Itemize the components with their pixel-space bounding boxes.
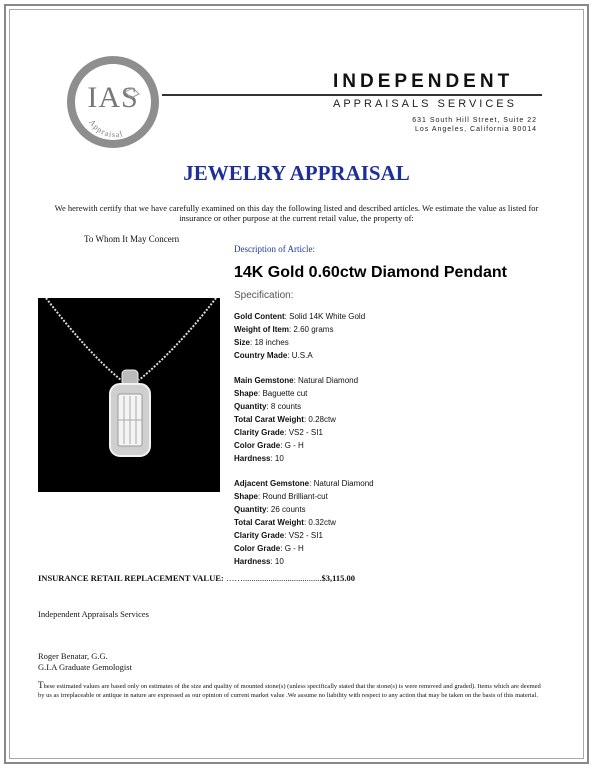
logo-letters: IAS	[87, 81, 139, 114]
spec-row: Main Gemstone: Natural Diamond	[234, 376, 359, 385]
spec-group-gold	[234, 310, 374, 362]
company-name: INDEPENDENT	[333, 71, 514, 92]
header-rule	[162, 94, 542, 96]
spec-row: Size: 18 inches	[234, 338, 289, 347]
document-title: JEWELRY APPRAISAL	[183, 161, 410, 185]
signer-name: Roger Benatar, G.G.	[38, 651, 108, 661]
spec-row: Hardness: 10	[234, 557, 284, 566]
specification-label: Specification:	[234, 290, 294, 301]
spec-group-main-gemstone	[234, 374, 374, 465]
insurance-value-dots: …….....................................	[225, 573, 322, 583]
certification-text: We herewith certify that we have carefully examined on this day the following listed and described articles. We estimate the value as listed for insurance or other purpose at the current retail value, the property of:	[54, 203, 539, 223]
logo-diamond-icon	[125, 88, 139, 98]
spec-row: Clarity Grade: VS2 - SI1	[234, 428, 323, 437]
spec-row: Color Grade: G - H	[234, 544, 304, 553]
article-title: 14K Gold 0.60ctw Diamond Pendant	[234, 264, 507, 281]
description-label: Description of Article:	[234, 244, 315, 254]
spec-row: Weight of Item: 2.60 grams	[234, 325, 334, 334]
address-line-2: Los Angeles, California 90014	[414, 126, 537, 133]
recipient: To Whom It May Concern	[84, 234, 180, 244]
spec-row: Adjacent Gemstone: Natural Diamond	[234, 479, 374, 488]
chain-left	[46, 298, 121, 380]
signer-title: G.I.A Graduate Gemologist	[38, 662, 132, 672]
disclaimer	[38, 681, 548, 700]
spec-group-adjacent-gemstone	[234, 477, 374, 568]
specifications	[234, 310, 374, 580]
spec-row: Gold Content: Solid 14K White Gold	[234, 312, 366, 321]
disclaimer-text: hese estimated values are based only on estimates of the size and quality of mounted stone(s) (unless specifically stated that the stone(s) is were removed and graded). Items which are deemed by us as irreplaceable or antique in nature are expressed as our opinion of current market value .We assume no liability with respect to any action that may be taken on the basis of this material.	[38, 683, 541, 699]
spec-row: Color Grade: G - H	[234, 441, 304, 450]
disclaimer-initial: T	[38, 680, 44, 690]
logo-arc-text: Appraisal	[87, 117, 125, 140]
chain-right	[139, 298, 216, 380]
company-logo	[67, 56, 159, 148]
address-line-1: 631 South Hill Street, Suite 22	[412, 117, 537, 124]
insurance-value-label: INSURANCE RETAIL REPLACEMENT VALUE:	[38, 573, 224, 583]
spec-row: Hardness: 10	[234, 454, 284, 463]
spec-row: Shape: Round Brilliant-cut	[234, 492, 328, 501]
logo-arc	[67, 56, 159, 148]
spec-row: Total Carat Weight: 0.32ctw	[234, 518, 336, 527]
spec-row: Quantity: 8 counts	[234, 402, 302, 411]
spec-row: Clarity Grade: VS2 - SI1	[234, 531, 323, 540]
insurance-value-line	[38, 573, 355, 583]
spec-row: Country Made: U.S.A	[234, 351, 313, 360]
spec-row: Total Carat Weight: 0.28ctw	[234, 415, 336, 424]
pendant-illustration	[38, 298, 220, 492]
svg-text:Appraisal	[87, 118, 124, 139]
pendant-photo	[38, 298, 220, 492]
spec-row: Quantity: 26 counts	[234, 505, 306, 514]
footer-company: Independent Appraisals Services	[38, 609, 149, 619]
insurance-value-amount: $3,115.00	[321, 573, 355, 583]
company-subtitle: APPRAISALS SERVICES	[333, 98, 517, 110]
spec-row: Shape: Baguette cut	[234, 389, 308, 398]
